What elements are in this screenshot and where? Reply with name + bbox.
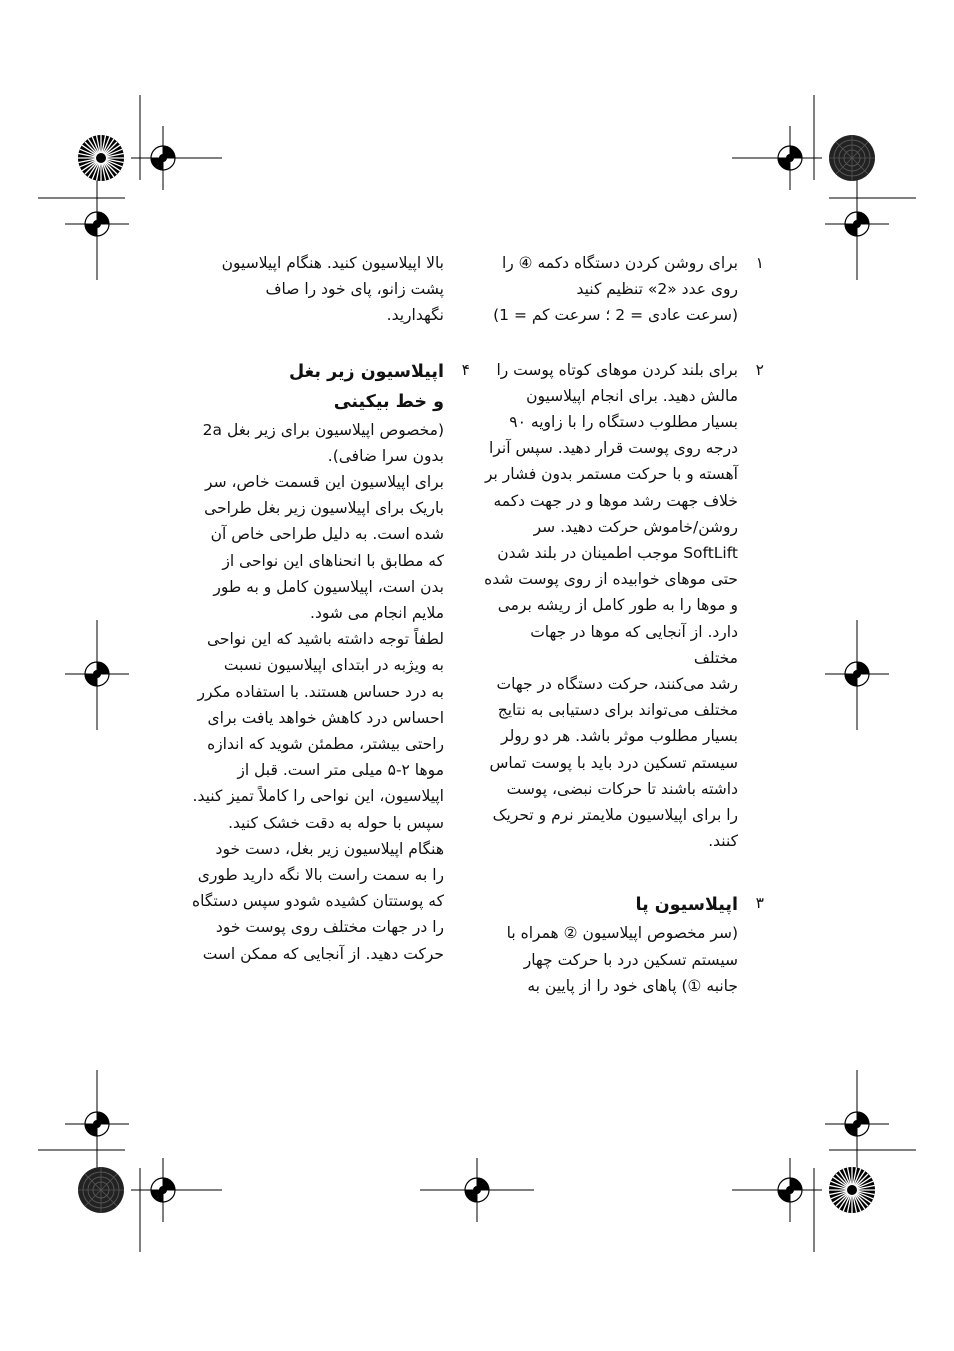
text-line: دارد. از آنجایی که موها در جهات مختلف [530, 622, 738, 667]
text-line: بالا اپیلاسیون کنید. هنگام اپیلاسیون [221, 254, 444, 272]
text-line: آهسته و با حرکت مستمر بدون فشار بر [485, 465, 738, 484]
text-line: را به سمت راست بالا نگه دارید طوری [197, 866, 444, 885]
section-heading: اپیلاسیون پا [635, 895, 738, 916]
text-line: ملایم انجام می شود. [310, 604, 444, 623]
text-line: را برای اپیلاسیون ملایمتر نرم و تحریک [492, 806, 738, 825]
top-right-disc-mark [829, 135, 875, 181]
text-line: و موها را به طور کامل از ریشه برمی [497, 596, 738, 615]
text-line: بسیار مطلوب دستگاه را با زاویه ۹۰ [509, 413, 738, 432]
text-line: پشت زانو، پای خود را صاف [265, 280, 444, 299]
text-line: برای روشن کردن دستگاه دکمه ④ را [501, 254, 738, 272]
text-line: لطفاً توجه داشته باشید که این نواحی [206, 630, 444, 649]
text-line: بدن است، اپیلاسیون کامل و به طور [213, 577, 444, 596]
text-line: بسیار مطلوب موثر باشد. هر دو رولر [501, 727, 738, 746]
text-line: شده است. به دلیل طراحی خاص آن [210, 525, 444, 544]
text-line: هنگام اپیلاسیون زیر بغل، دست خود [215, 839, 444, 858]
text-line: اپیلاسیون، این نواحی را کاملاً تمیز کنید. [192, 787, 444, 806]
text-line: (مخصوص اپیلاسیون برای زیر بغل 2a [202, 420, 444, 439]
text-line: کنند. [708, 832, 738, 851]
text-line: به درد حساس هستند. با استفاده مکرر [197, 682, 444, 701]
section-heading: و خط بیکینی [333, 391, 444, 412]
step-number: ۱ [755, 254, 764, 272]
left-column [160, 250, 470, 967]
text-line: که مطابق با انحناهای این نواحی از [222, 551, 444, 570]
text-line: حرکت دهید. از آنجایی که ممکن است [202, 944, 444, 963]
text-line: موها ۲-۵ میلی متر است. قبل از [237, 761, 444, 780]
bottom-left-disc-mark [78, 1167, 124, 1213]
text-line: جانبه ①) پاهای خود را از پایین به [527, 976, 738, 995]
step-number: ۴ [461, 360, 470, 379]
step-number: ۳ [755, 894, 764, 913]
text-line: درجه روی پوست قرار دهید. سپس آنرا [489, 439, 738, 458]
section-heading: اپیلاسیون زیر بغل [288, 361, 444, 382]
text-line: به ویژبه در ابتدای اپیلاسیون نسبت [223, 656, 444, 675]
right-column [482, 250, 764, 999]
step-1 [482, 250, 764, 329]
text-line: برای بلند کردن موهای کوتاه پوست را [496, 360, 738, 379]
step-4 [160, 357, 470, 967]
continuation-block [160, 250, 470, 329]
text-line: سیستم تسکین درد با حرکت چهار [523, 950, 738, 969]
step-3 [482, 890, 764, 999]
text-line: سیستم تسکین درد باید با پوست تماس [489, 753, 738, 772]
top-left-starburst-mark [78, 135, 124, 181]
text-line: رشد می‌کنند، حرکت دستگاه در جهات [496, 675, 738, 694]
text-line: خلاف جهت رشد موها و در جهت دکمه [493, 491, 738, 510]
text-line: راحتی بیشتر، مطمئن شوید که اندازه [207, 735, 444, 754]
step-number: ۲ [755, 360, 764, 379]
text-line: حتی موهای خوابیده از روی پوست شده [484, 570, 738, 589]
text-line: مختلف می‌تواند برای دستیابی به نتایج [497, 701, 738, 720]
step-2 [482, 357, 764, 855]
text-line: سپس با حوله به دقت خشک کنید. [228, 813, 444, 832]
text-line: (سرعت عادی = 2 ؛ سرعت کم = 1) [493, 306, 738, 325]
text-line: روشن/خاموش حرکت دهید. سر [533, 517, 738, 536]
text-line: مالش دهید. برای انجام اپیلاسیون [526, 386, 738, 405]
text-line: احساس درد کاهش خواهد یافت برای [207, 708, 444, 727]
text-line: روی عدد «2» تنظیم کنید [576, 280, 738, 299]
text-line: برای اپیلاسیون این قسمت خاص، سر [205, 473, 444, 492]
text-line: (سر مخصوص اپیلاسیون ② همراه با [506, 924, 738, 943]
text-line: بدون سرا ضافی). [327, 446, 444, 465]
text-line: که پوستتان کشیده شودو سپس دستگاه [191, 892, 444, 911]
text-line: SoftLift موجب اطمینان در بلند شدن [497, 544, 738, 563]
bottom-right-starburst-mark [829, 1167, 875, 1213]
text-line: داشته باشند تا حرکات نبضی، پوست [506, 779, 738, 798]
text-line: نگهدارید. [386, 306, 444, 325]
text-line: را در جهات مختلف روی پوست خود [215, 918, 444, 937]
text-line: باریک برای اپیلاسیون زیر بغل طراحی [204, 499, 444, 518]
